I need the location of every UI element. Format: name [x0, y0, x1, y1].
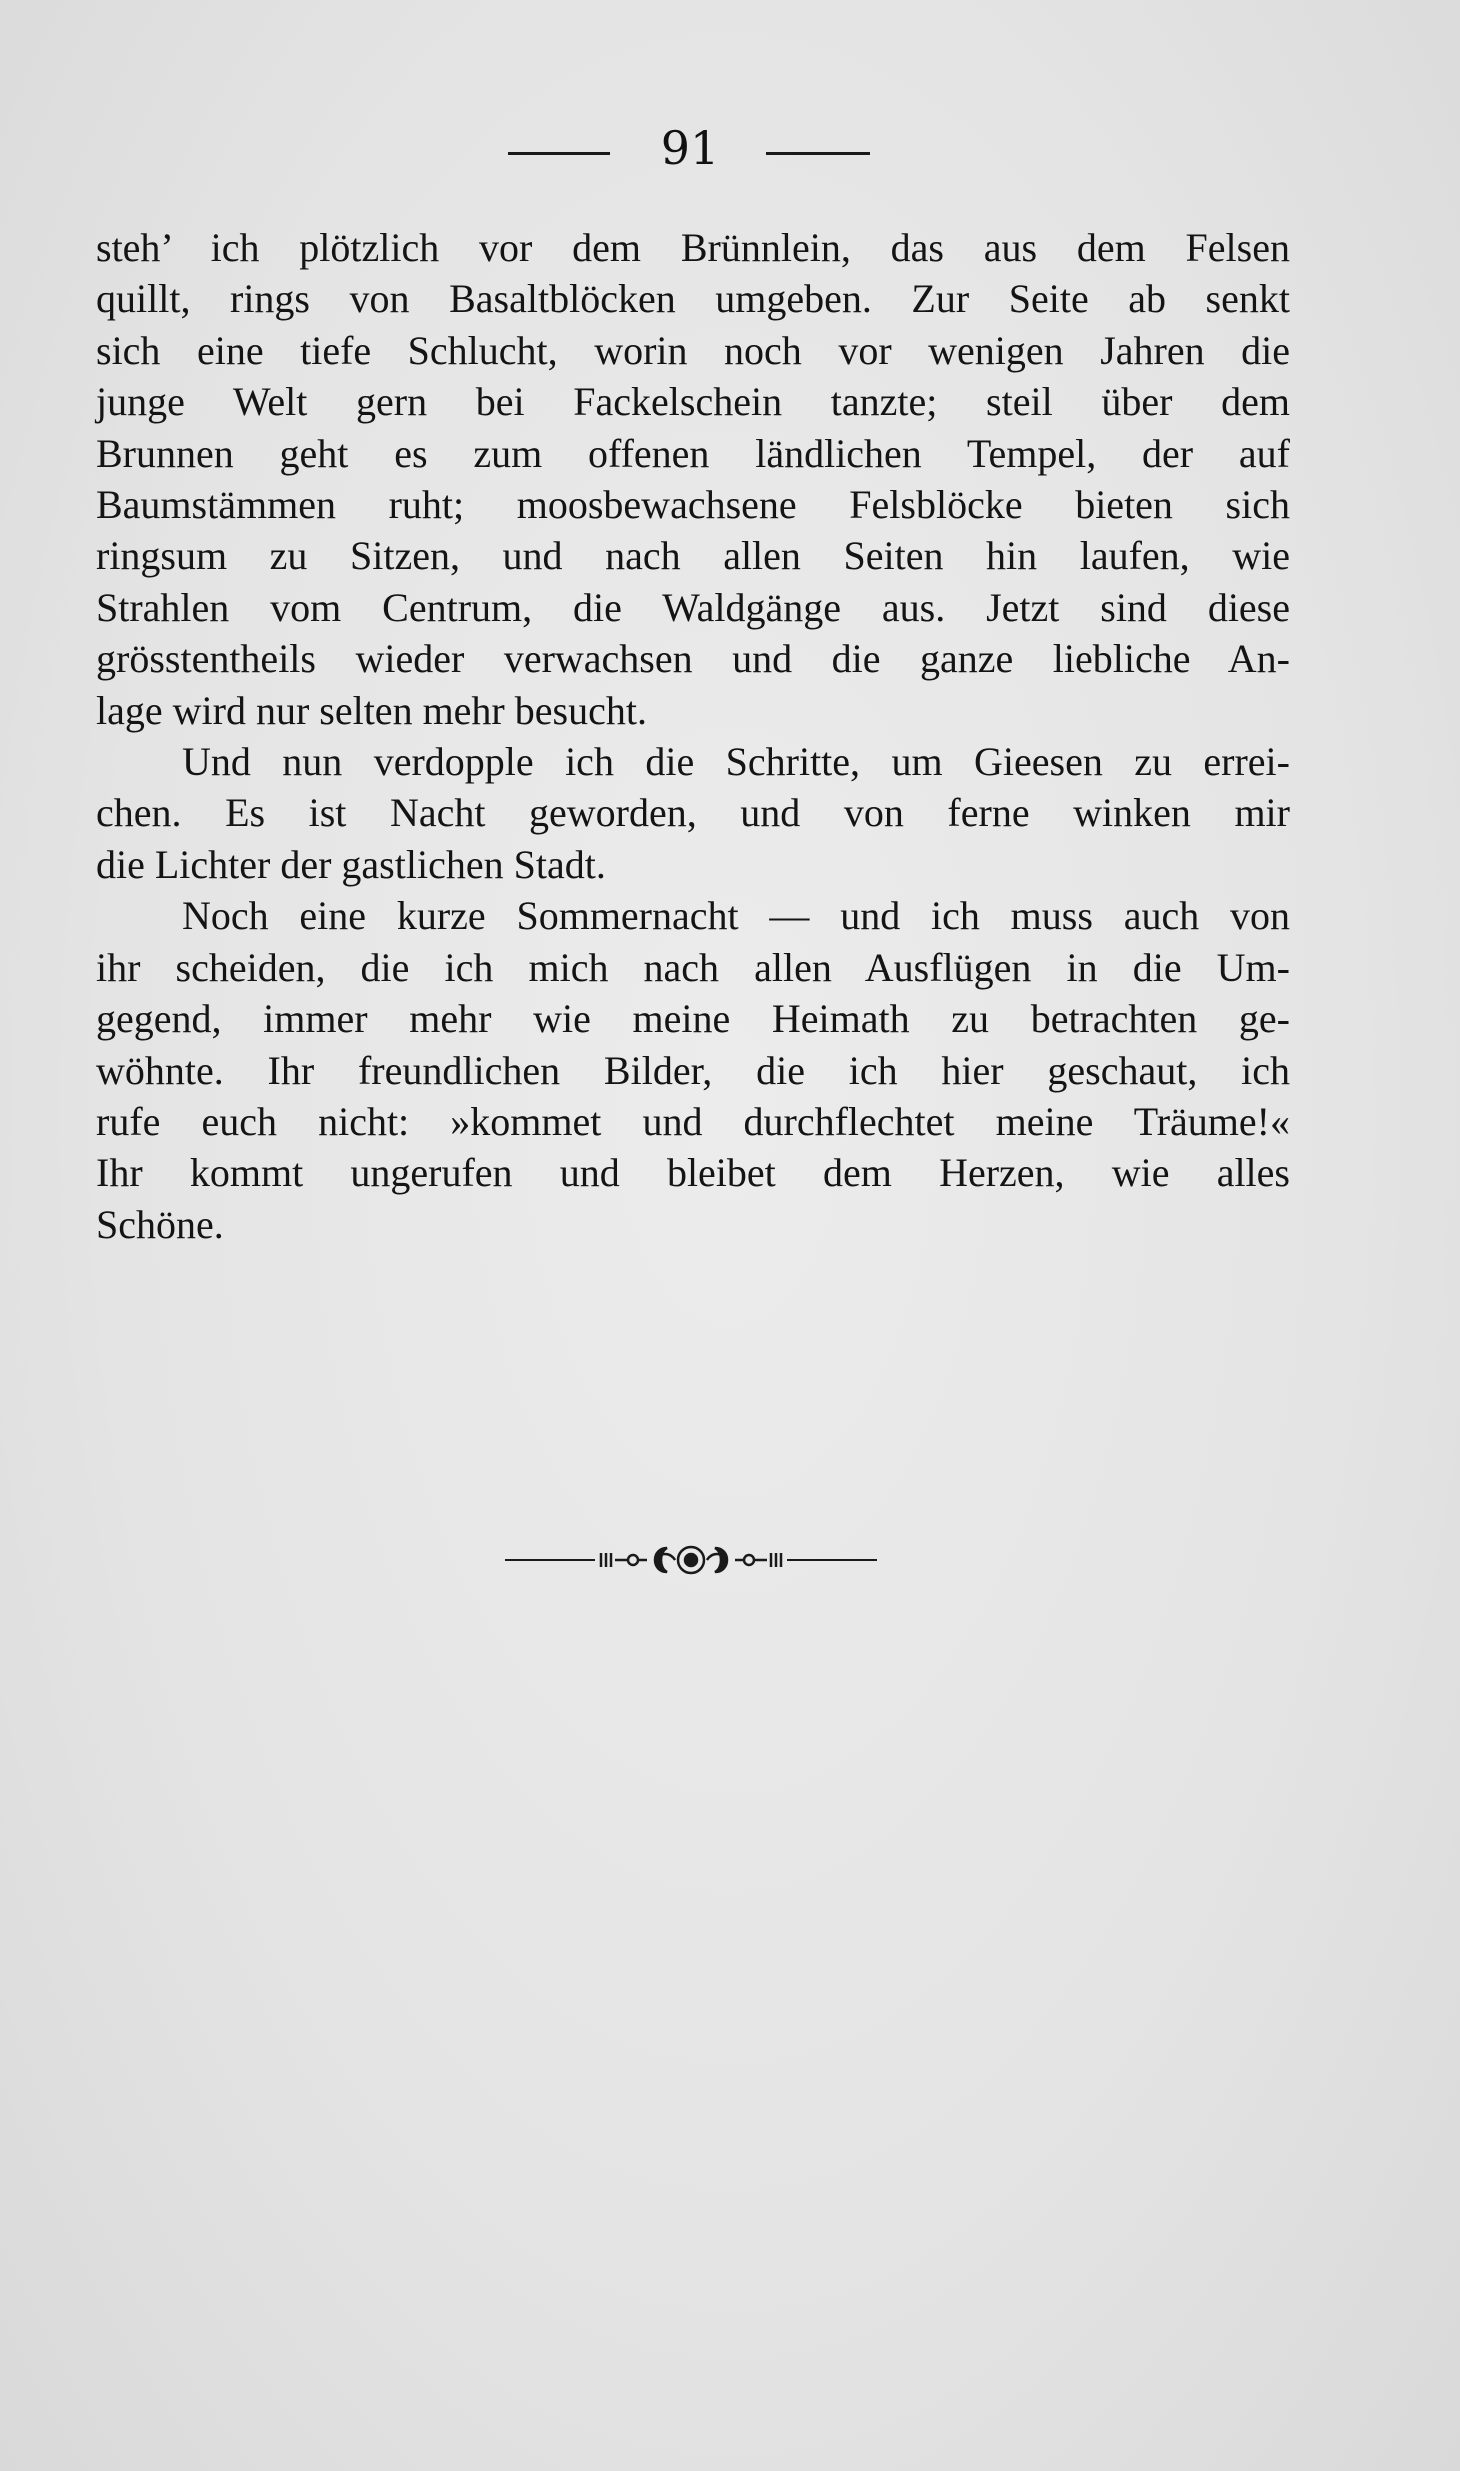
paragraph-3: [96, 890, 1290, 1250]
text-line: Baumstämmen ruht; moosbewachsene Felsblöcke bieten sich: [96, 482, 1290, 528]
text-line: chen. Es ist Nacht geworden, und von ferne winken mir: [96, 790, 1290, 836]
body-text: [96, 222, 1290, 1250]
paragraph-1: [96, 222, 1290, 736]
text-line: quillt, rings von Basaltblöcken umgeben. Zur Seite ab senkt: [96, 276, 1290, 322]
text-line: Ihr kommt ungerufen und bleibet dem Herzen, wie alles: [96, 1150, 1290, 1196]
text-line: junge Welt gern bei Fackelschein tanzte; steil über dem: [96, 379, 1290, 425]
text-line: Schöne.: [96, 1201, 224, 1247]
text-line: Strahlen vom Centrum, die Waldgänge aus. Jetzt sind diese: [96, 584, 1290, 630]
text-line: sich eine tiefe Schlucht, worin noch vor wenigen Jahren die: [96, 327, 1290, 373]
header-rule-right: [766, 152, 870, 155]
text-line: wöhnte. Ihr freundlichen Bilder, die ich hier geschaut, ich: [96, 1047, 1290, 1093]
text-line: ihr scheiden, die ich mich nach allen Ausflügen in die Um-: [96, 944, 1290, 990]
ornament-divider: [505, 1540, 877, 1580]
text-line: Brunnen geht es zum offenen ländlichen Tempel, der auf: [96, 430, 1290, 476]
text-line: grösstentheils wieder verwachsen und die ganze liebliche An-: [96, 636, 1290, 682]
text-line: Noch eine kurze Sommernacht — und ich muss auch von: [182, 893, 1290, 939]
header-rule-left: [508, 152, 610, 155]
paragraph-2: [96, 736, 1290, 890]
text-line: lage wird nur selten mehr besucht.: [96, 687, 647, 733]
text-line: Und nun verdopple ich die Schritte, um Gieesen zu errei-: [182, 739, 1290, 785]
text-line: ringsum zu Sitzen, und nach allen Seiten hin laufen, wie: [96, 533, 1290, 579]
text-line: die Lichter der gastlichen Stadt.: [96, 841, 606, 887]
page-header: [0, 118, 1460, 178]
text-line: steh’ ich plötzlich vor dem Brünnlein, das aus dem Felsen: [96, 225, 1290, 270]
page-number: 91: [660, 121, 720, 175]
text-line: gegend, immer mehr wie meine Heimath zu betrachten ge-: [96, 996, 1290, 1042]
text-line: rufe euch nicht: »kommet und durchflechtet meine Träume!«: [96, 1098, 1290, 1144]
